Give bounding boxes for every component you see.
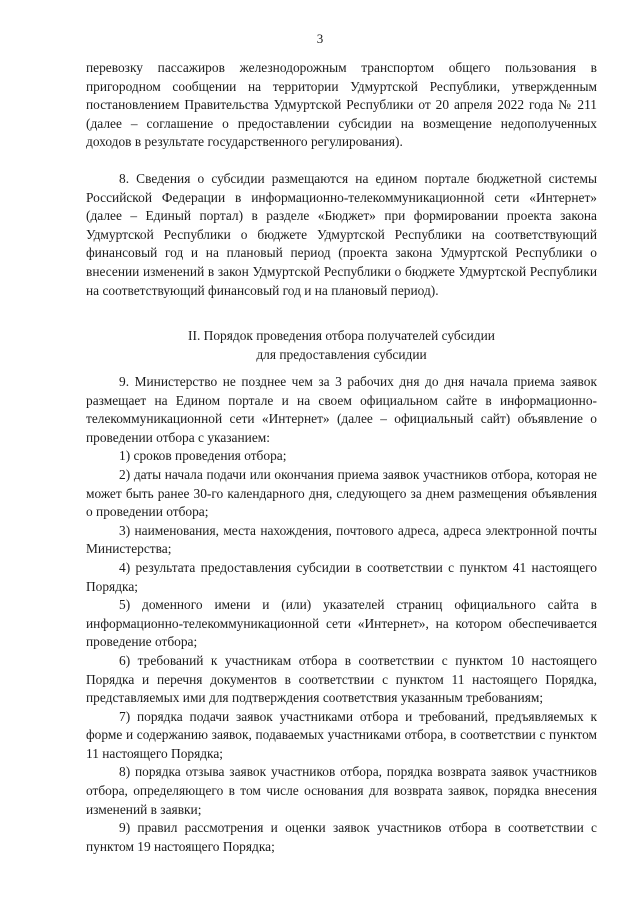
page-number: 3 — [316, 31, 324, 46]
continuation-paragraph — [86, 59, 597, 152]
list-item: 6) требований к участникам отбора в соответствии с пунктом 10 настоящего Порядка и перечня документов в соответствии с пунктом 11 настоящего Порядка, представляемых ими для подтверждения соответствия указанным требованиям; — [86, 652, 597, 706]
list-item: 8) порядка отзыва заявок участников отбора, порядка возврата заявок участников отбора, определяющего в том числе основания для возврата заявок, порядка внесения изменений в заявки; — [86, 764, 597, 817]
list-item: 1) сроков проведения отбора; — [119, 448, 287, 464]
list-item: 9) правил рассмотрения и оценки заявок участников отбора в соответствии с пунктом 19 настоящего Порядка; — [86, 820, 597, 854]
section-body — [86, 373, 597, 856]
section-heading-line: II. Порядок проведения отбора получателей субсидии — [188, 328, 495, 343]
list-item: 2) даты начала подачи или окончания приема заявок участников отбора, которая не может быть ранее 30-го календарного дня, следующего за днем размещения объявления о проведении отбора; — [86, 466, 597, 520]
paragraph-8-block — [86, 170, 597, 300]
list-item: 4) результата предоставления субсидии в соответствии с пунктом 41 настоящего Порядка; — [86, 559, 597, 594]
paragraph: 9. Министерство не позднее чем за 3 рабочих дня до дня начала приема заявок размещает на Едином портале и на своем официальном сайте в информационно-телекоммуникационной сети «Интернет» (далее – официальный сайт) объявление о проведении отбора с указанием: — [86, 374, 597, 445]
list-item: 3) наименования, места нахождения, почтового адреса, адреса электронной почты Министерства; — [86, 522, 597, 557]
paragraph: 8. Сведения о субсидии размещаются на едином портале бюджетной системы Российской Федерации в информационно-телекоммуникационной сети «Интернет» (далее – Единый портал) в разделе «Бюджет» при формировании проекта закона Удмуртской Республики о бюджете Удмуртской Республики на соответствующий финансовый год и на плановый период (проекта закона Удмуртской Республики о внесении изменений в закон Удмуртской Республики о бюджете Удмуртской Республики на соответствующий финансовый год и на плановый период). — [86, 171, 597, 298]
list-item: 5) доменного имени и (или) указателей страниц официального сайта в информационно-телекоммуникационной сети «Интернет», на котором обеспечивается проведение отбора; — [86, 597, 597, 650]
section-heading-line: для предоставления субсидии — [256, 346, 427, 362]
section-heading — [86, 327, 597, 364]
list-item: 7) порядка подачи заявок участниками отбора и требований, предъявляемых к форме и содержанию заявок, подаваемых участниками отбора, в соответствии с пунктом 11 настоящего Порядка; — [86, 708, 597, 761]
paragraph: перевозку пассажиров железнодорожным транспортом общего пользования в пригородном сообщении на территории Удмуртской Республики, утвержденным постановлением Правительства Удмуртской Республики от 20 апреля 2022 года № 211 (далее – соглашение о предоставлении субсидии на возмещение недополученных доходов в результате государственного регулирования). — [86, 60, 597, 150]
